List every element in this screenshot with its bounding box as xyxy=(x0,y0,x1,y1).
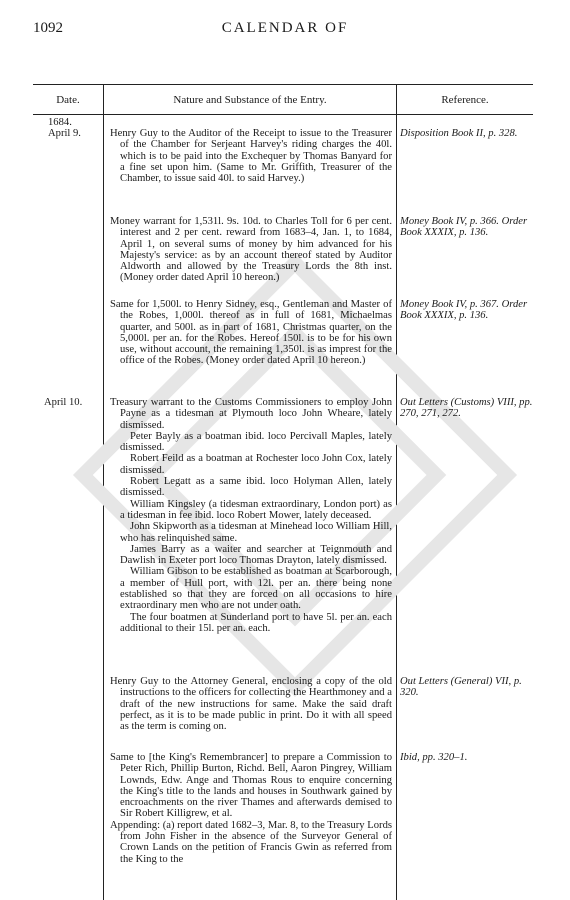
entry-reference: Money Book IV, p. 367. Order Book XXXIX, p. 136. xyxy=(400,299,528,322)
entry-reference: Disposition Book II, p. 328. xyxy=(400,128,518,139)
entry-text: Treasury warrant to the Customs Commissioners to employ John Payne as a tidesman at Plymouth loco John Wheare, lately dismissed. xyxy=(110,397,392,431)
table-header-rule xyxy=(33,114,533,115)
entry-subparagraph: William Gibson to be established as boatman at Scarborough, a member of Hull port, with 12l. per an. there being none established so that they are forced on all occasions to hire extraordinary men who are not under oath. xyxy=(120,566,392,612)
column-header-entry: Nature and Substance of the Entry. xyxy=(173,94,327,106)
page-header xyxy=(0,20,570,42)
entry-subparagraph: The four boatmen at Sunderland port to have 5l. per an. each additional to their 15l. per an. each. xyxy=(120,611,392,634)
entry-subparagraph: Robert Feild as a boatman at Rochester loco John Cox, lately dismissed. xyxy=(120,453,392,476)
entry-appending: Appending: (a) report dated 1682–3, Mar. 8, to the Treasury Lords from John Fisher in the absence of the Surveyor General of Crown Lands on the petition of Francis Gwin as referred from the King to the xyxy=(110,819,392,865)
entry-hearthmoney-instructions xyxy=(110,676,392,732)
entry-subparagraph: John Skipworth as a tidesman at Minehead loco William Hill, who has relinquished same. xyxy=(120,521,392,544)
entry-southwark-commission xyxy=(110,752,392,865)
entry-reference: Money Book IV, p. 366. Order Book XXXIX, p. 136. xyxy=(400,216,528,239)
entry-money-warrant-sidney xyxy=(110,299,392,367)
column-divider-date xyxy=(103,84,104,900)
page-number: 1092 xyxy=(33,20,63,36)
entry-subparagraph: Peter Bayly as a boatman ibid. loco Percivall Maples, lately dismissed. xyxy=(120,430,392,454)
entry-text: Money warrant for 1,531l. 9s. 10d. to Charles Toll for 6 per cent. interest and 2 per cent. reward from 1683–4, Jan. 1, to 1684, April 1, on several sums of money by him advanced for his Majesty's service: as by an account thereof stated by Auditor Aldworth and allowed by the Treasury Lords the 8th inst. (Money order dated April 10 hereon.) xyxy=(110,216,392,284)
entry-disposition-harvey xyxy=(110,128,392,184)
date-year: 1684. xyxy=(48,117,72,128)
entry-reference: Out Letters (General) VII, p. 320. xyxy=(400,676,522,699)
entry-money-warrant-toll xyxy=(110,216,392,284)
entry-date: April 9. xyxy=(48,128,81,139)
entry-reference: Out Letters (Customs) VIII, pp. 270, 271, 272. xyxy=(400,397,533,420)
entry-text: Same to [the King's Remembrancer] to prepare a Commission to Peter Rich, Phillip Burton, Richd. Bell, Aaron Pingrey, William Lownds, Edw. Ange and Thomas Rous to enquire concerning the King's title to the lands and houses in Southwark gained by encroachments on the river Thames and afterwards demised to Sir Robert Killigrew, et al. xyxy=(110,752,392,820)
running-title: CALENDAR OF xyxy=(221,20,349,36)
column-header-date: Date. xyxy=(56,94,80,106)
entry-subparagraph: James Barry as a waiter and searcher at Teignmouth and Dawlish in Exeter port loco Thomas Drayton, lately dismissed. xyxy=(120,543,392,567)
entry-subparagraph: Robert Legatt as a same ibid. loco Holyman Allen, lately dismissed. xyxy=(120,476,392,499)
column-divider-reference xyxy=(396,84,397,900)
table-top-rule xyxy=(33,84,533,85)
entry-text: Same for 1,500l. to Henry Sidney, esq., Gentleman and Master of the Robes, 1,000l. thereof as in full of 1681, Michaelmas quarter, and 500l. as in part of 1681, Christmas quarter, on the 5,000l. per an. for the Robes. Hereof 150l. is to be for his own use, without account, the remaining 1,350l. is as imprest for the office of the Robes. (Money order dated April 10 hereon.) xyxy=(110,299,392,367)
entry-subparagraph: William Kingsley (a tidesman extraordinary, London port) as a tidesman in fee ibid. loco Robert Mower, lately deceased. xyxy=(120,498,392,521)
column-header-reference: Reference. xyxy=(441,94,489,106)
entry-reference: Ibid, pp. 320–1. xyxy=(400,752,468,763)
entry-customs-warrant xyxy=(110,397,392,634)
entry-text: Henry Guy to the Attorney General, enclosing a copy of the old instructions to the officers for collecting the Hearthmoney and a draft of the new instructions for same. Make the said draft perfect, as it is to be made public in print. Do it with all speed as the term is coming on. xyxy=(110,676,392,733)
entry-text: Henry Guy to the Auditor of the Receipt to issue to the Treasurer of the Chamber for Serjeant Harvey's riding charges the 40l. which is to be paid into the Exchequer by Thomas Banyard for a fine set upon him. (Same to Mr. Griffith, Treasurer of the Chamber, to issue said 40l. to said Harvey.) xyxy=(110,128,392,185)
entry-date: April 10. xyxy=(44,397,83,408)
